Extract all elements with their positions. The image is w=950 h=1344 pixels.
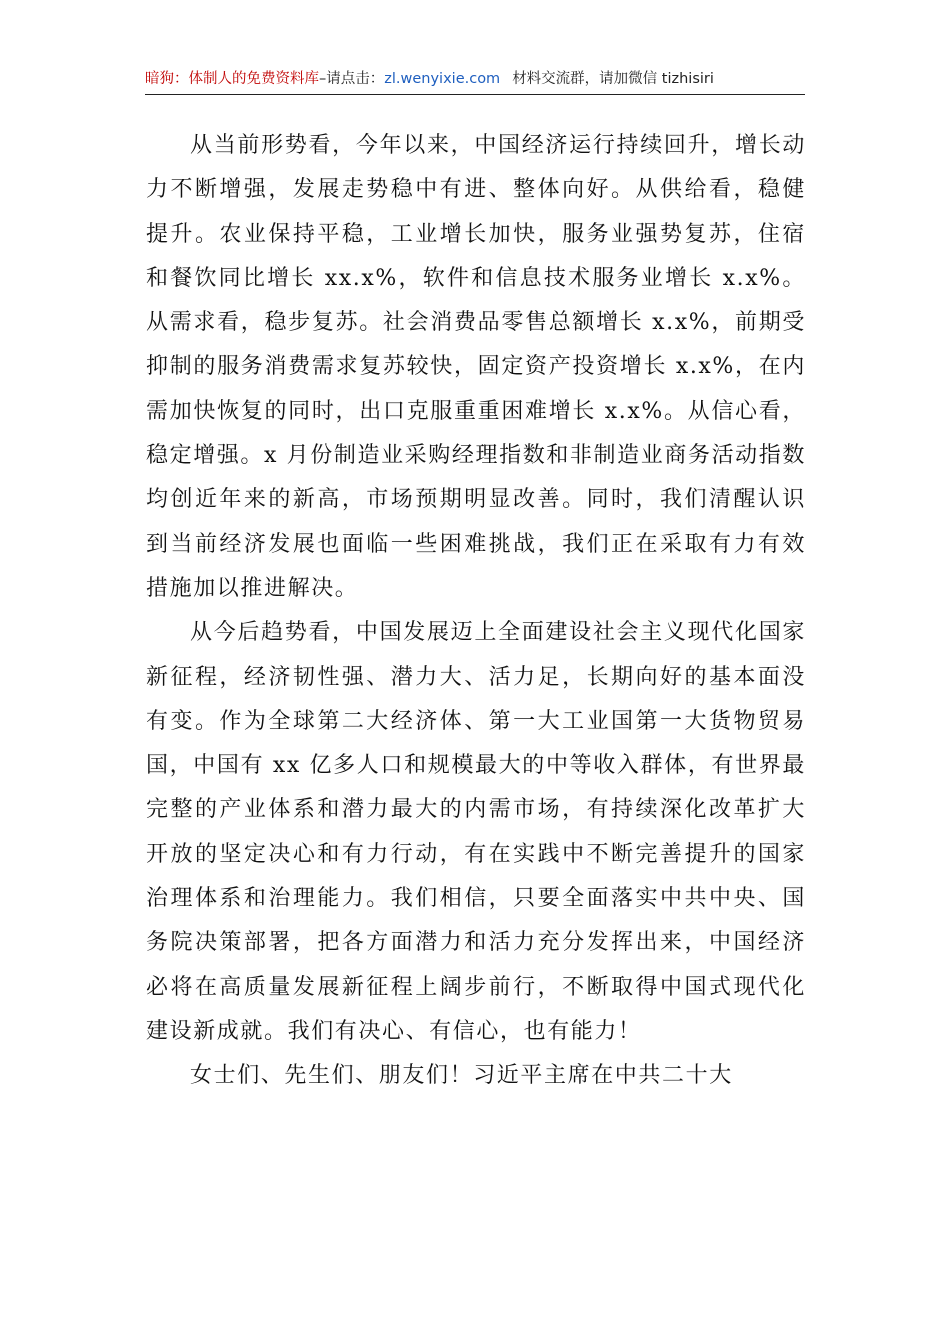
header-brand: 暗狗：体制人的免费资料库 — [145, 71, 319, 87]
paragraph-future-trend: 从今后趋势看，中国发展迈上全面建设社会主义现代化国家新征程，经济韧性强、潜力大、活力足，长期向好的基本面没有变。作为全球第二大经济体、第一大工业国第一大货物贸易国，中国有 xx 亿多人口和规模最大的中等收入群体，有世界最完整的产业体系和潜力最大的内需市场，有持续深化改革扩大开放的坚定决心和有力行动，有在实践中不断完善提升的国家治理体系和治理能力。我们相信，只要全面落实中共中央、国务院决策部署，把各方面潜力和活力充分发挥出来，中国经济必将在高质量发展新征程上阔步前行，不断取得中国式现代化建设新成就。我们有决心、有信心，也有能力！ — [146, 620, 806, 1044]
page-header — [145, 68, 805, 95]
paragraph-address: 女士们、先生们、朋友们！习近平主席在中共二十大 — [190, 1063, 733, 1089]
document-body — [146, 124, 806, 1099]
paragraph-current-situation: 从当前形势看，今年以来，中国经济运行持续回升，增长动力不断增强，发展走势稳中有进、整体向好。从供给看，稳健提升。农业保持平稳，工业增长加快，服务业强势复苏，住宿和餐饮同比增长 xx.x%，软件和信息技术服务业增长 x.x%。从需求看，稳步复苏。社会消费品零售总额增长 x.x%，前期受抑制的服务消费需求复苏较快，固定资产投资增长 x.x%，在内需加快恢复的同时，出口克服重重困难增长 x.x%。从信心看，稳定增强。x 月份制造业采购经理指数和非制造业商务活动指数均创近年来的新高，市场预期明显改善。同时，我们清醒认识到当前经济发展也面临一些困难挑战，我们正在采取有力有效措施加以推进解决。 — [146, 133, 806, 601]
header-contact: 材料交流群，请加微信 tizhisiri — [512, 71, 714, 87]
header-link[interactable]: zl.wenyixie.com — [384, 71, 501, 87]
header-prompt: –请点击： — [319, 71, 385, 87]
